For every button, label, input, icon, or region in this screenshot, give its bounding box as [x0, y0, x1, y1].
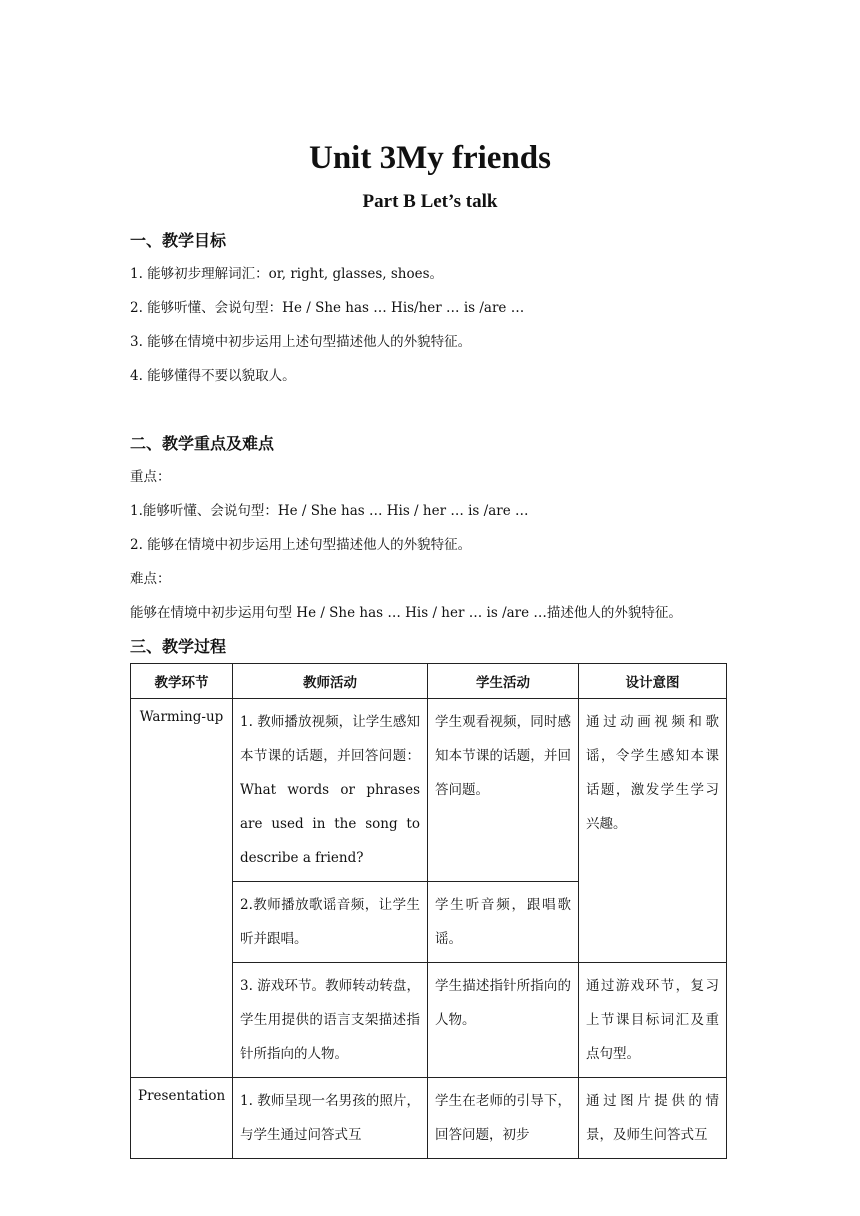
teacher-activity-cell: 1. 教师播放视频，让学生感知本节课的话题，并回答问题：What words or phrases are used in the song to describe a friend?	[233, 699, 428, 882]
student-activity-cell: 学生听音频，跟唱歌谣。	[428, 882, 579, 963]
difficult-point-text: 能够在情境中初步运用句型 He / She has … His / her … is /are …描述他人的外貌特征。	[130, 605, 682, 621]
section-heading-process: 三、教学过程	[130, 637, 227, 656]
objective-item: 1. 能够初步理解词汇：or, right, glasses, shoes。	[130, 266, 443, 282]
teaching-process-table	[130, 663, 727, 1159]
design-purpose-cell: 通过图片提供的情景，及师生问答式互	[579, 1078, 727, 1159]
column-header: 设计意图	[579, 664, 727, 699]
teacher-activity-cell: 3. 游戏环节。教师转动转盘，学生用提供的语言支架描述指针所指向的人物。	[233, 963, 428, 1078]
document-subtitle: Part B Let’s talk	[362, 191, 498, 212]
document-title: Unit 3My friends	[309, 140, 551, 176]
difficult-points-label: 难点：	[130, 571, 171, 587]
stage-cell: Warming-up	[131, 699, 233, 1078]
section-heading-key-points: 二、教学重点及难点	[130, 434, 275, 453]
objective-item: 3. 能够在情境中初步运用上述句型描述他人的外貌特征。	[130, 334, 472, 350]
objective-item: 4. 能够懂得不要以貌取人。	[130, 368, 296, 384]
column-header: 教学环节	[131, 664, 233, 699]
design-purpose-cell: 通过动画视频和歌谣，令学生感知本课话题，激发学生学习兴趣。	[579, 699, 727, 963]
column-header: 学生活动	[428, 664, 579, 699]
student-activity-cell: 学生观看视频，同时感知本节课的话题，并回答问题。	[428, 699, 579, 882]
objective-item: 2. 能够听懂、会说句型：He / She has … His/her … is /are …	[130, 300, 525, 316]
stage-cell: Presentation	[131, 1078, 233, 1159]
teacher-activity-cell: 2.教师播放歌谣音频，让学生听并跟唱。	[233, 882, 428, 963]
key-point-item: 1.能够听懂、会说句型：He / She has … His / her … is /are …	[130, 503, 529, 519]
key-point-item: 2. 能够在情境中初步运用上述句型描述他人的外貌特征。	[130, 537, 472, 553]
teacher-activity-cell: 1. 教师呈现一名男孩的照片，与学生通过问答式互	[233, 1078, 428, 1159]
student-activity-cell: 学生在老师的引导下，回答问题，初步	[428, 1078, 579, 1159]
key-points-label: 重点：	[130, 469, 171, 485]
student-activity-cell: 学生描述指针所指向的人物。	[428, 963, 579, 1078]
table-header-row	[131, 664, 727, 699]
design-purpose-cell: 通过游戏环节，复习上节课目标词汇及重点句型。	[579, 963, 727, 1078]
column-header: 教师活动	[233, 664, 428, 699]
table-row	[131, 1078, 727, 1159]
table-row	[131, 699, 727, 882]
section-heading-objectives: 一、教学目标	[130, 231, 227, 250]
